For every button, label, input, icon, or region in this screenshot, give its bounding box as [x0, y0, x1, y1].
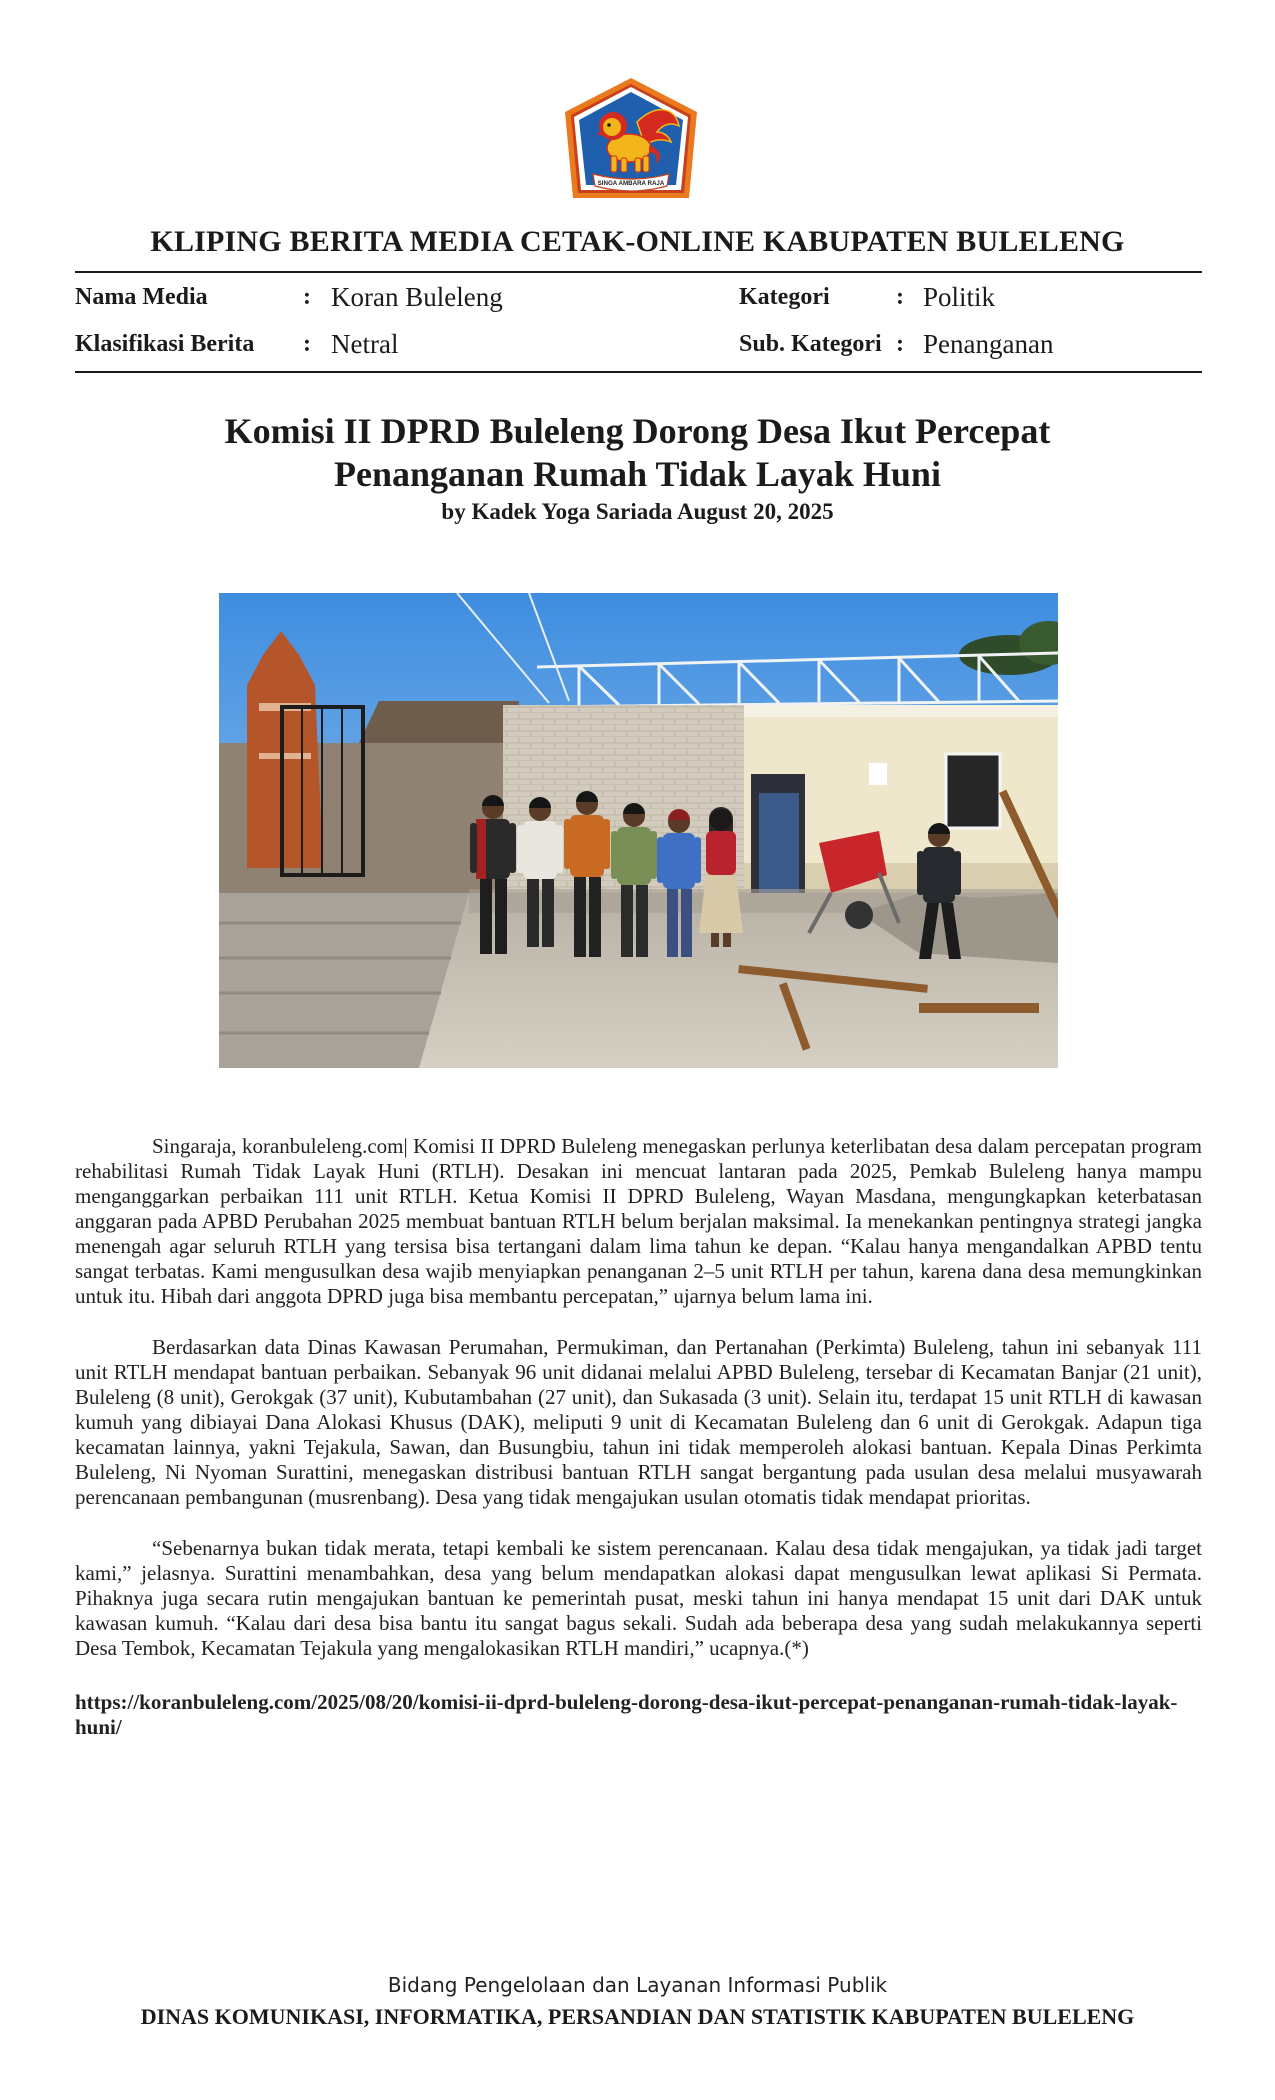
article-body — [75, 1134, 1202, 1740]
nama-media-separator: : — [303, 284, 311, 310]
kategori-separator: : — [896, 284, 904, 310]
article-byline: by Kadek Yoga Sariada August 20, 2025 — [441, 499, 834, 524]
kategori-label: Kategori — [739, 284, 830, 310]
kategori-value: Politik — [923, 282, 996, 312]
header-divider-bottom — [75, 371, 1202, 373]
article-headline — [0, 410, 1275, 496]
source-url-link[interactable]: https://koranbuleleng.com/2025/08/20/komisi-ii-dprd-buleleng-dorong-desa-ikut-percepat-penanganan-rumah-tidak-layak-huni/ — [75, 1690, 1178, 1739]
klasifikasi-separator: : — [303, 331, 311, 357]
headline-line-1: Komisi II DPRD Buleleng Dorong Desa Ikut Percepat — [224, 411, 1051, 451]
footer-agency: DINAS KOMUNIKASI, INFORMATIKA, PERSANDIAN DAN STATISTIK KABUPATEN BULELENG — [140, 2004, 1135, 2029]
footer-unit: Bidang Pengelolaan dan Layanan Informasi Publik — [387, 1973, 888, 1997]
klasifikasi-value: Netral — [331, 329, 399, 359]
article-photo — [219, 593, 1058, 1068]
meta-row-1 — [75, 280, 1202, 314]
klasifikasi-label: Klasifikasi Berita — [75, 331, 255, 357]
page-title: KLIPING BERITA MEDIA CETAK-ONLINE KABUPATEN BULELENG — [150, 225, 1125, 258]
sub-kategori-label: Sub. Kategori — [739, 331, 882, 357]
meta-row-2 — [75, 327, 1202, 361]
headline-line-2: Penanganan Rumah Tidak Layak Huni — [334, 454, 941, 494]
sub-kategori-value: Penanganan — [923, 329, 1054, 359]
article-paragraph: “Sebenarnya bukan tidak merata, tetapi kembali ke sistem perencanaan. Kalau desa tidak mengajukan, ya tidak jadi target kami,” jelasnya. Surattini menambahkan, desa yang belum mendapatkan alokasi dapat mengusulkan lewat aplikasi Si Permata. Pihaknya juga secara rutin mengajukan bantuan ke pemerintah pusat, meski tahun ini hanya mendapat 15 unit dari DAK untuk kawasan kumuh. “Kalau dari desa bisa bantu itu sangat bagus sekali. Sudah ada beberapa desa yang sudah melakukannya seperti Desa Tembok, Kecamatan Tejakula yang mengalokasikan RTLH mandiri,” ucapnya.(*) — [75, 1536, 1202, 1660]
kabupaten-buleleng-logo — [563, 76, 699, 200]
article-paragraph: Singaraja, koranbuleleng.com| Komisi II DPRD Buleleng menegaskan perlunya keterlibatan desa dalam percepatan program rehabilitasi Rumah Tidak Layak Huni (RTLH). Desakan ini mencuat lantaran pada 2025, Pemkab Buleleng hanya mampu menganggarkan perbaikan 111 unit RTLH. Ketua Komisi II DPRD Buleleng, Wayan Masdana, mengungkapkan keterbatasan anggaran pada APBD Perubahan 2025 membuat bantuan RTLH belum berjalan maksimal. Ia menekankan pentingnya strategi jangka menengah agar seluruh RTLH yang tersisa bisa tertangani dalam lima tahun ke depan. “Kalau hanya mengandalkan APBD tentu sangat terbatas. Kami mengusulkan desa wajib menyiapkan penanganan 2–5 unit RTLH per tahun, karena dana desa memungkinkan untuk itu. Hibah dari anggota DPRD juga bisa membantu percepatan,” ujarnya belum lama ini. — [75, 1134, 1202, 1308]
header-divider-top — [75, 271, 1202, 273]
article-paragraph: Berdasarkan data Dinas Kawasan Perumahan, Permukiman, dan Pertanahan (Perkimta) Buleleng, tahun ini sebanyak 111 unit RTLH mendapat bantuan perbaikan. Sebanyak 96 unit didanai melalui APBD Buleleng, tersebar di Kecamatan Banjar (21 unit), Buleleng (8 unit), Gerokgak (37 unit), Kubutambahan (27 unit), dan Sukasada (3 unit). Selain itu, terdapat 15 unit RTLH di kawasan kumuh yang dibiayai Dana Alokasi Khusus (DAK), meliputi 9 unit di Kecamatan Buleleng dan 6 unit di Gerokgak. Adapun tiga kecamatan lainnya, yakni Tejakula, Sawan, dan Busungbiu, tahun ini tidak memperoleh alokasi bantuan. Kepala Dinas Perkimta Buleleng, Ni Nyoman Surattini, menegaskan distribusi bantuan RTLH sangat bergantung pada usulan desa melalui musyawarah perencanaan pembangunan (musrenbang). Desa yang tidak mengajukan usulan otomatis tidak mendapat prioritas. — [75, 1335, 1202, 1509]
logo-motto: SINGA AMBARA RAJA — [597, 180, 665, 187]
nama-media-label: Nama Media — [75, 284, 208, 310]
sub-kategori-separator: : — [896, 331, 904, 357]
nama-media-value: Koran Buleleng — [331, 282, 503, 312]
